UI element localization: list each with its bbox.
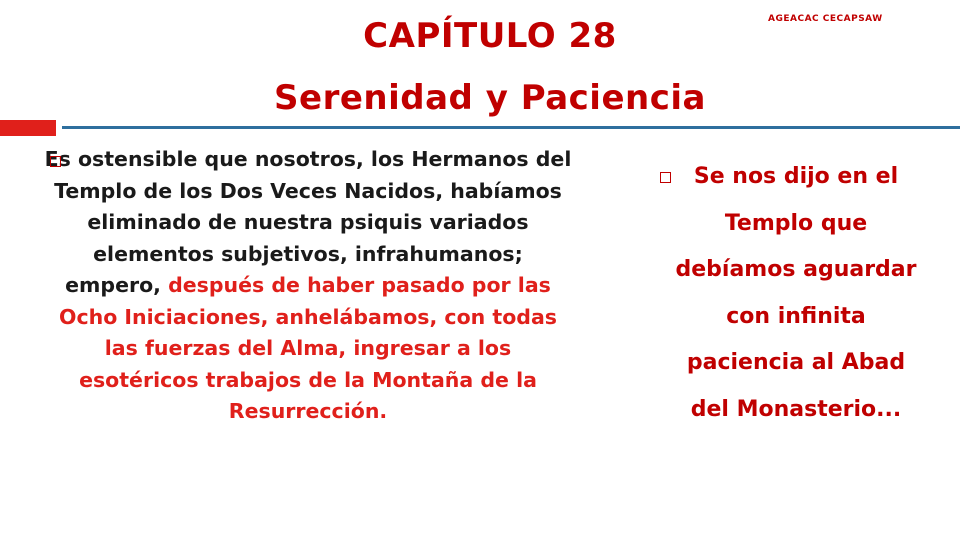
left-text-black: Es ostensible que nosotros, los Hermanos del Templo de los Dos Veces Nacidos, habíamos eliminado de nuestra psiquis variados elementos subjetivos, infrahumanos; empero, <box>44 147 572 297</box>
left-text-red: después de haber pasado por las Ocho Iniciaciones, anhelábamos, con todas las fuerzas del Alma, ingresar a los esotéricos trabajos de la Montaña de la Resurrección. <box>59 273 557 423</box>
right-text-column <box>664 154 928 433</box>
divider-line-blue <box>62 126 960 129</box>
chapter-subtitle: Serenidad y Paciencia <box>274 78 706 118</box>
accent-bar-red <box>0 120 56 136</box>
left-text-column <box>44 144 572 428</box>
square-bullet-icon <box>50 156 61 167</box>
right-paragraph <box>664 154 928 433</box>
right-text: Se nos dijo en el Templo que debíamos aguardar con infinita paciencia al Abad del Monasterio... <box>675 164 917 422</box>
left-paragraph <box>44 144 572 428</box>
watermark-text: AGEACAC CECAPSAW <box>768 14 883 24</box>
square-bullet-icon <box>660 172 671 183</box>
chapter-heading: CAPÍTULO 28 <box>363 16 617 56</box>
slide-title <box>250 10 730 124</box>
